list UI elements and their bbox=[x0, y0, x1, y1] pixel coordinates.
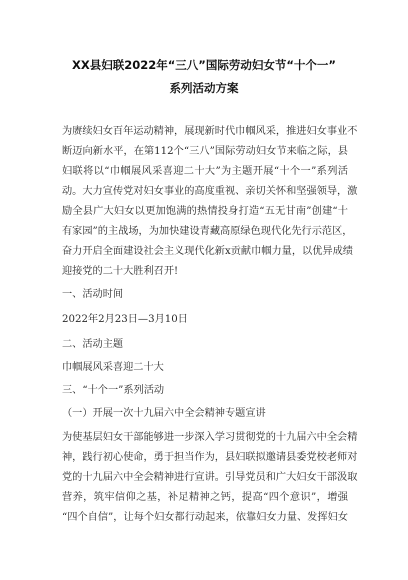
section-1-body: 2022年2月23日—3月10日 bbox=[62, 314, 188, 325]
subsection-1-line: 营养，筑牢信仰之基，补足精神之钙，提高“四个意识”，增强 bbox=[62, 492, 348, 503]
section-3-heading: 三、“十个一”系列活动 bbox=[62, 385, 165, 396]
intro-line: 迎接党的二十大胜利召开! bbox=[62, 266, 179, 277]
subsection-1-line: 神，践行初心使命，勇于担当作为，县妇联拟邀请县委党校老师对 bbox=[62, 452, 358, 463]
section-1-heading: 一、活动时间 bbox=[62, 289, 124, 300]
subsection-1-line: “四个自信”，让每个妇女都行动起来，依靠妇女力量、发挥妇女 bbox=[62, 512, 348, 523]
intro-line: 励全县广大妇女以更加饱满的热情投身打造“五无甘南”创建“十 bbox=[62, 206, 348, 217]
intro-line: 为赓续妇女百年运动精神，展现新时代巾帼风采，推进妇女事业不 bbox=[62, 126, 358, 137]
intro-line: 妇联将以“巾帼展风采喜迎二十大”为主题开展“十个一”系列活 bbox=[62, 166, 348, 177]
section-2-body: 巾帼展风采喜迎二十大 bbox=[62, 362, 164, 373]
intro-line: 断迈向新水平，在第112个“三八”国际劳动妇女节来临之际，县 bbox=[62, 146, 348, 157]
intro-line: 奋力开启全面建设社会主义现代化新x贡献巾帼力量，以优异成绩 bbox=[62, 246, 353, 257]
subsection-1-line: 党的十九届六中全会精神进行宣讲。引导党员和广大妇女干部汲取 bbox=[62, 472, 358, 483]
subsection-1-line: 为使基层妇女干部能够进一步深入学习贯彻党的十九届六中全会精 bbox=[62, 432, 358, 443]
intro-line: 有家园”的主战场，为加快建设青藏高原绿色现代化先行示范区， bbox=[62, 226, 353, 237]
intro-line: 动。大力宣传党对妇女事业的高度重视、亲切关怀和坚强领导，激 bbox=[62, 186, 358, 197]
subsection-1-heading: （一）开展一次十九届六中全会精神专题宣讲 bbox=[62, 408, 266, 419]
section-2-heading: 二、活动主题 bbox=[62, 339, 124, 350]
document-title-line-2: 系列活动方案 bbox=[169, 81, 239, 95]
document-title-line-1: XX县妇联2022年“三八”国际劳动妇女节“十个一” bbox=[72, 58, 336, 72]
